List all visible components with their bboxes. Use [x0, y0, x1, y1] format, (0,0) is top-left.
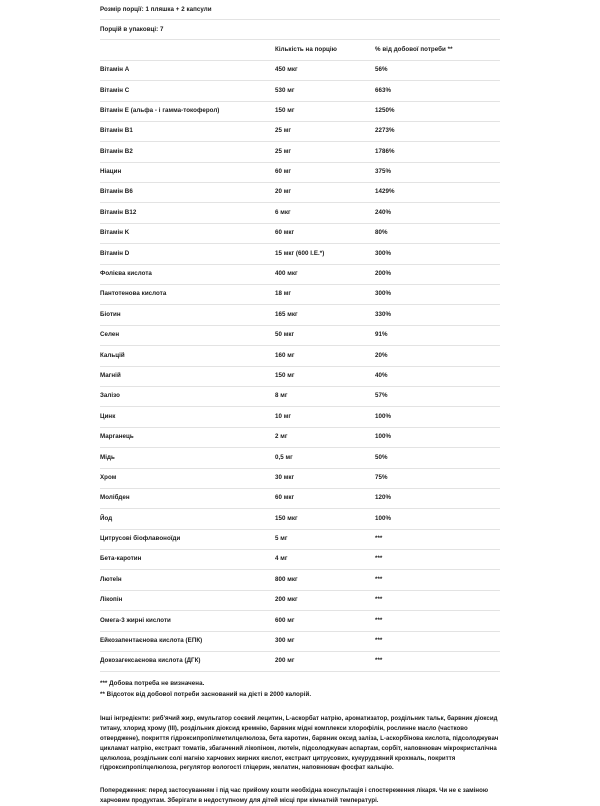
table-row [100, 550, 500, 570]
table-row [100, 590, 500, 610]
table-header-row [100, 40, 500, 60]
table-row [100, 325, 500, 345]
table-row [100, 488, 500, 508]
nutrient-daily-value: 663% [375, 81, 500, 101]
nutrient-amount: 2 мг [275, 427, 375, 447]
table-row [100, 244, 500, 264]
table-row [100, 81, 500, 101]
nutrient-daily-value: 375% [375, 162, 500, 182]
nutrient-amount: 60 мкг [275, 223, 375, 243]
nutrient-daily-value: *** [375, 652, 500, 672]
nutrient-name: Вітамін B1 [100, 121, 275, 141]
nutrient-daily-value: 57% [375, 386, 500, 406]
table-body [100, 60, 500, 672]
nutrient-daily-value: 330% [375, 305, 500, 325]
nutrient-amount: 60 мкг [275, 488, 375, 508]
nutrient-amount: 10 мг [275, 407, 375, 427]
nutrient-name: Марганець [100, 427, 275, 447]
nutrient-name: Докозагексаєнова кислота (ДГК) [100, 652, 275, 672]
nutrient-amount: 4 мг [275, 550, 375, 570]
nutrient-daily-value: 120% [375, 488, 500, 508]
footnote-calorie-basis: ** Відсоток від добової потреби заснований на дієті в 2000 калорій. [100, 691, 312, 699]
nutrient-name: Лютеїн [100, 570, 275, 590]
nutrient-daily-value: *** [375, 570, 500, 590]
other-ingredients-paragraph: Інші інгредієнти: риб'ячий жир, емульгатор соєвий лецитин, L-аскорбат натрію, ароматизатор, роздільник тальк, барвник діоксид титану, хлорид хрому (III), роздільник діоксид кремнію, барвник мідні комплекси хлорофілін, рослинне масло (частково отверджене), покриття гідроксипропілметилцелюлоза, бета каротин, барвник оксид заліза, L-аскорбінова кислота, підсолоджувач цикламат натрію, екстракт томатів, збагачений лікопіном, лютеїн, підсолоджувач аспартам, сорбіт, наповнювач мікрокристалічна целюлоза, роздільник солі магнію харчових жирних кислот, екстракт цитрусових, кукурудзяний крохмаль, покриття гідроксипропілцелюлоза, регулятор вологості гліцерин, желатин, наповнювач фосфат кальцію. [100, 715, 499, 772]
table-row [100, 121, 500, 141]
table-row [100, 223, 500, 243]
nutrient-daily-value: 200% [375, 264, 500, 284]
nutrient-amount: 160 мг [275, 346, 375, 366]
nutrient-name: Хром [100, 468, 275, 488]
nutrient-daily-value: 75% [375, 468, 500, 488]
nutrient-daily-value: *** [375, 611, 500, 631]
nutrient-name: Бета-каротин [100, 550, 275, 570]
nutrient-daily-value: 91% [375, 325, 500, 345]
table-row [100, 60, 500, 80]
nutrient-daily-value: 300% [375, 244, 500, 264]
nutrient-daily-value: 50% [375, 448, 500, 468]
text-block [100, 703, 500, 806]
nutrient-amount: 165 мкг [275, 305, 375, 325]
nutrient-daily-value: 2273% [375, 121, 500, 141]
nutrient-daily-value: 100% [375, 427, 500, 447]
footnotes-block [100, 672, 500, 703]
table-row [100, 346, 500, 366]
nutrient-name: Цитрусові біофлавоноїди [100, 529, 275, 549]
nutrient-amount: 8 мг [275, 386, 375, 406]
table-row [100, 611, 500, 631]
nutrient-amount: 150 мкг [275, 509, 375, 529]
table-row [100, 529, 500, 549]
nutrient-amount: 0,5 мг [275, 448, 375, 468]
nutrient-name: Пантотенова кислота [100, 285, 275, 305]
nutrient-daily-value: 40% [375, 366, 500, 386]
nutrient-amount: 60 мг [275, 162, 375, 182]
servings-per-container-line: Порцій в упаковці: 7 [100, 20, 500, 40]
nutrient-name: Магній [100, 366, 275, 386]
nutrient-name: Вітамін Е (альфа - і гамма-токоферол) [100, 101, 275, 121]
nutrient-amount: 18 мг [275, 285, 375, 305]
nutrient-amount: 530 мг [275, 81, 375, 101]
table-row [100, 183, 500, 203]
supplement-facts-table [100, 40, 500, 672]
table-row [100, 448, 500, 468]
nutrient-amount: 6 мкг [275, 203, 375, 223]
nutrient-name: Ніацин [100, 162, 275, 182]
nutrient-daily-value: 1250% [375, 101, 500, 121]
nutrient-daily-value: *** [375, 590, 500, 610]
nutrient-name: Кальцій [100, 346, 275, 366]
table-row [100, 652, 500, 672]
table-row [100, 407, 500, 427]
warning-paragraph: Попередження: перед застосуванням і під час прийому кошти необхідна консультація і спостереження лікаря. Чи не є заміною харчовим продуктам. Зберігати в недоступному для дітей місці при кімнатній температурі. [100, 787, 489, 805]
table-row [100, 101, 500, 121]
nutrient-amount: 30 мкг [275, 468, 375, 488]
nutrient-amount: 200 мкг [275, 590, 375, 610]
nutrient-name: Вітамін C [100, 81, 275, 101]
nutrient-name: Вітамін A [100, 60, 275, 80]
nutrient-daily-value: 1786% [375, 142, 500, 162]
nutrient-amount: 150 мг [275, 101, 375, 121]
nutrient-name: Омега-3 жирні кислоти [100, 611, 275, 631]
nutrient-name: Мідь [100, 448, 275, 468]
nutrient-name: Йод [100, 509, 275, 529]
nutrient-amount: 400 мкг [275, 264, 375, 284]
nutrient-amount: 5 мг [275, 529, 375, 549]
nutrient-name: Біотин [100, 305, 275, 325]
table-row [100, 142, 500, 162]
nutrient-daily-value: 240% [375, 203, 500, 223]
nutrient-daily-value: 300% [375, 285, 500, 305]
nutrient-amount: 15 мкг (600 I.E.*) [275, 244, 375, 264]
table-row [100, 264, 500, 284]
nutrient-amount: 450 мкг [275, 60, 375, 80]
nutrient-daily-value: 100% [375, 509, 500, 529]
nutrient-daily-value: 1429% [375, 183, 500, 203]
nutrient-name: Лікопін [100, 590, 275, 610]
table-row [100, 285, 500, 305]
nutrient-name: Вітамін D [100, 244, 275, 264]
nutrient-daily-value: *** [375, 550, 500, 570]
table-row [100, 631, 500, 651]
nutrient-amount: 20 мг [275, 183, 375, 203]
column-header-daily-value: % від добової потреби ** [375, 40, 500, 60]
table-row [100, 427, 500, 447]
nutrient-amount: 25 мг [275, 121, 375, 141]
nutrient-amount: 600 мг [275, 611, 375, 631]
nutrient-name: Вітамін B2 [100, 142, 275, 162]
nutrient-name: Молібден [100, 488, 275, 508]
table-row [100, 305, 500, 325]
nutrient-daily-value: *** [375, 631, 500, 651]
table-header [100, 40, 500, 60]
nutrient-name: Селен [100, 325, 275, 345]
table-row [100, 386, 500, 406]
nutrient-name: Вітамін K [100, 223, 275, 243]
nutrient-amount: 800 мкг [275, 570, 375, 590]
table-row [100, 570, 500, 590]
nutrient-amount: 150 мг [275, 366, 375, 386]
nutrient-daily-value: 20% [375, 346, 500, 366]
nutrient-name: Цинк [100, 407, 275, 427]
table-row [100, 203, 500, 223]
column-header-amount: Кількість на порцію [275, 40, 375, 60]
nutrient-amount: 300 мг [275, 631, 375, 651]
nutrient-amount: 200 мг [275, 652, 375, 672]
nutrient-amount: 25 мг [275, 142, 375, 162]
nutrient-name: Ейкозапентаєнова кислота (ЕПК) [100, 631, 275, 651]
nutrient-name: Вітамін B6 [100, 183, 275, 203]
footnote-no-daily-value: *** Добова потреба не визначена. [100, 680, 205, 688]
serving-size-line: Розмір порції: 1 пляшка + 2 капсули [100, 0, 500, 20]
table-row [100, 162, 500, 182]
nutrient-name: Залізо [100, 386, 275, 406]
nutrient-daily-value: 56% [375, 60, 500, 80]
table-row [100, 509, 500, 529]
nutrient-daily-value: 80% [375, 223, 500, 243]
nutrient-name: Фолієва кислота [100, 264, 275, 284]
nutrient-amount: 50 мкг [275, 325, 375, 345]
table-row [100, 366, 500, 386]
nutrient-daily-value: 100% [375, 407, 500, 427]
column-header-nutrient [100, 40, 275, 60]
nutrient-daily-value: *** [375, 529, 500, 549]
nutrient-name: Вітамін B12 [100, 203, 275, 223]
table-row [100, 468, 500, 488]
